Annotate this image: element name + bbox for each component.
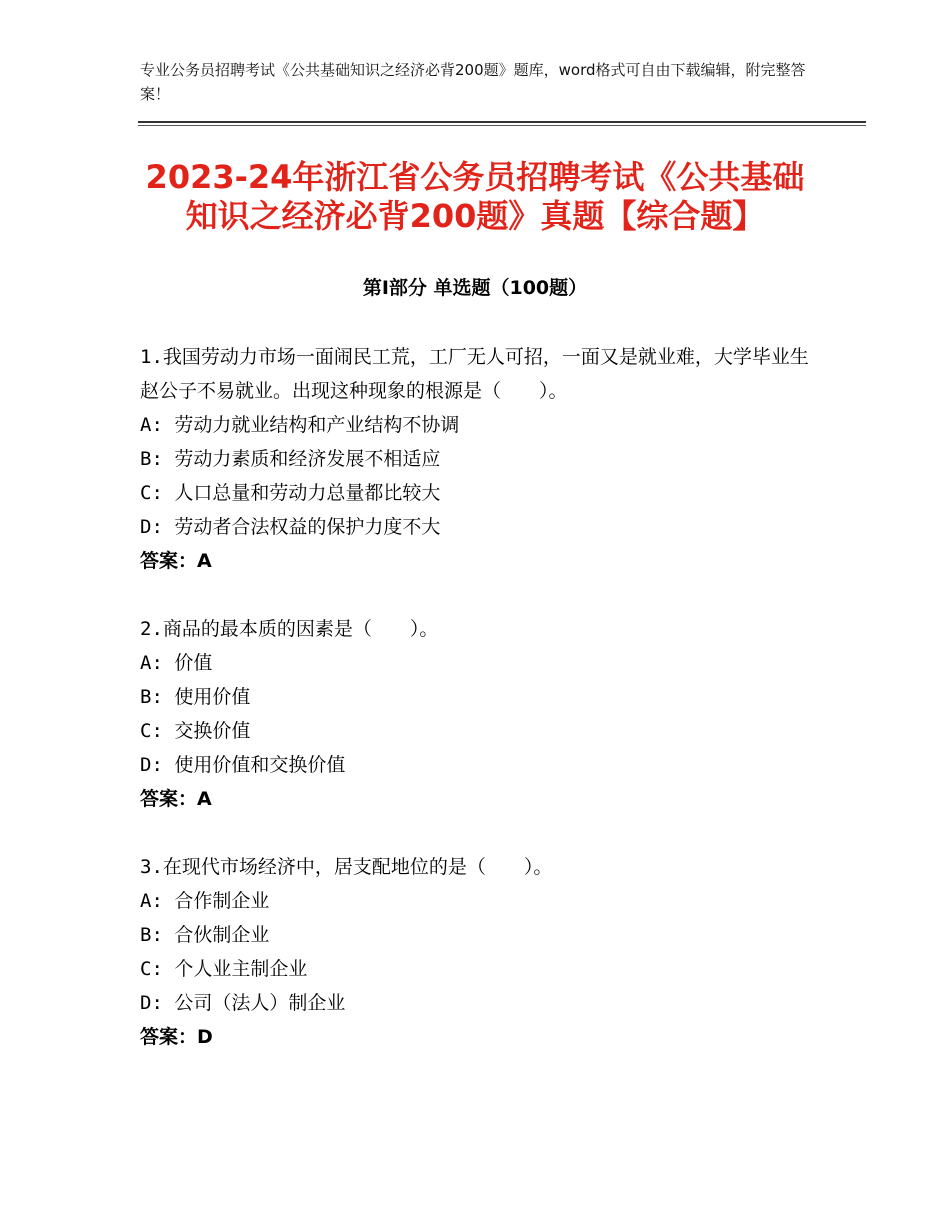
answer: 答案：A xyxy=(140,550,212,572)
option-a: A: 价值 xyxy=(140,652,213,674)
question-stem: 3.在现代市场经济中，居支配地位的是（ ）。 xyxy=(140,856,553,878)
question-list xyxy=(140,340,810,1088)
option-a: A: 合作制企业 xyxy=(140,890,270,912)
option-c: C: 人口总量和劳动力总量都比较大 xyxy=(140,482,441,504)
header-divider-thick xyxy=(138,121,866,123)
question-3 xyxy=(140,850,810,1054)
question-1 xyxy=(140,340,810,578)
option-d: D: 公司（法人）制企业 xyxy=(140,992,346,1014)
header-divider-thin xyxy=(138,125,866,126)
answer: 答案：A xyxy=(140,788,212,810)
document-title: 2023-24年浙江省公务员招聘考试《公共基础知识之经济必背200题》真题【综合题】 xyxy=(145,158,805,235)
option-d: D: 使用价值和交换价值 xyxy=(140,754,346,776)
option-d: D: 劳动者合法权益的保护力度不大 xyxy=(140,516,441,538)
question-stem: 1.我国劳动力市场一面闹民工荒，工厂无人可招，一面又是就业难，大学毕业生赵公子不易就业。出现这种现象的根源是（ ）。 xyxy=(140,346,809,402)
option-c: C: 个人业主制企业 xyxy=(140,958,308,980)
question-2 xyxy=(140,612,810,816)
option-b: B: 使用价值 xyxy=(140,686,251,708)
header-note: 专业公务员招聘考试《公共基础知识之经济必背200题》题库，word格式可自由下载编辑，附完整答案！ xyxy=(140,61,806,103)
question-stem: 2.商品的最本质的因素是（ ）。 xyxy=(140,618,439,640)
answer: 答案：D xyxy=(140,1026,213,1048)
section-heading: 第Ⅰ部分 单选题（100题） xyxy=(362,277,588,299)
option-b: B: 合伙制企业 xyxy=(140,924,270,946)
option-a: A: 劳动力就业结构和产业结构不协调 xyxy=(140,414,460,436)
option-c: C: 交换价值 xyxy=(140,720,251,742)
option-b: B: 劳动力素质和经济发展不相适应 xyxy=(140,448,441,470)
